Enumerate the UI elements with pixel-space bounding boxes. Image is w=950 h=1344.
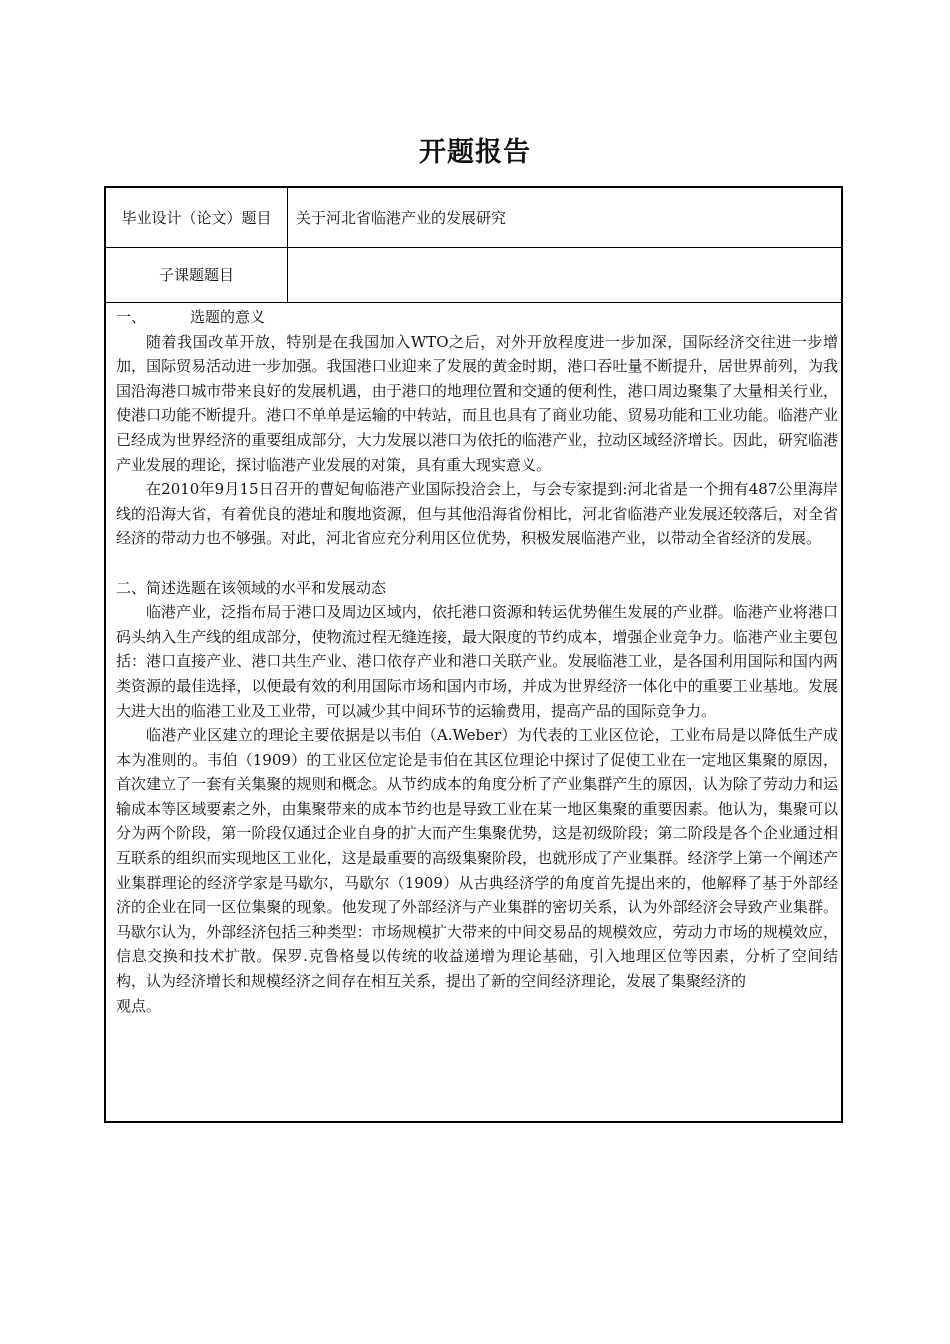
section2-heading: 二、简述选题在该领域的水平和发展动态 — [116, 578, 387, 597]
section2-paragraph: 临港产业区建立的理论主要依据是以韦伯（A.Weber）为代表的工业区位论，工业布局是以降低生产成本为准则的。韦伯（1909）的工业区位定论是韦伯在其区位理论中探讨了促使工业在一定地区集聚的原因，首次建立了一套有关集聚的规则和概念。从节约成本的角度分析了产业集群产生的原因，认为除了劳动力和运输成本等区域要素之外，由集聚带来的成本节约也是导致工业在某一地区集聚的重要因素。他认为，集聚可以分为两个阶段，第一阶段仅通过企业自身的扩大而产生集聚优势，这是初级阶段；第二阶段是各个企业通过相互联系的组织而实现地区工业化，这是最重要的高级集聚阶段，也就形成了产业集群。经济学上第一个阐述产业集群理论的经济学家是马歇尔，马歇尔（1909）从古典经济学的角度首先提出来的，他解释了基于外部经济的企业在同一区位集聚的现象。他发现了外部经济与产业集群的密切关系，认为外部经济会导致产业集群。马歇尔认为，外部经济包括三种类型：市场规模扩大带来的中间交易品的规模效应，劳动力市场的规模效应，信息交换和技术扩散。保罗.克鲁格曼以传统的收益递增为理论基础，引入地理区位等因素，分析了空间结构，认为经济增长和规模经济之间存在相互关系，提出了新的空间经济理论，发展了集聚经济的 — [116, 726, 838, 991]
section1-number: 一、 — [116, 308, 147, 326]
report-table — [104, 186, 843, 1123]
section1-title: 选题的意义 — [190, 308, 266, 326]
thesis-title-value: 关于河北省临港产业的发展研究 — [296, 209, 507, 227]
section1-paragraph: 在2010年9月15日召开的曹妃甸临港产业国际投洽会上，与会专家提到:河北省是一个拥有487公里海岸线的沿海大省，有着优良的港址和腹地资源，但与其他沿海省份相比，河北省临港产业发展还较落后，对全省经济的带动力也不够强。对此，河北省应充分利用区位优势，积极发展临港产业，以带动全省经济的发展。 — [116, 480, 838, 548]
subtopic-value — [288, 247, 841, 302]
thesis-title-row — [106, 188, 841, 248]
page-title: 开题报告 — [419, 137, 531, 168]
section2-last-line: 观点。 — [116, 996, 162, 1015]
section2-paragraph: 临港产业，泛指布局于港口及周边区域内，依托港口资源和转运优势催生发展的产业群。临港产业将港口码头纳入生产线的组成部分，使物流过程无缝连接，最大限度的节约成本，增强企业竞争力。临港产业主要包括：港口直接产业、港口共生产业、港口依存产业和港口关联产业。发展临港工业，是各国利用国际和国内两类资源的最佳选择，以便最有效的利用国际市场和国内市场，并成为世界经济一体化中的重要工业基地。发展大进大出的临港工业及工业带，可以减少其中间环节的运输费用，提高产品的国际竞争力。 — [116, 603, 838, 720]
report-body — [116, 305, 838, 1018]
thesis-title-label: 毕业设计（论文）题目 — [106, 188, 288, 247]
subtopic-label: 子课题题目 — [106, 247, 288, 302]
section1-heading — [116, 305, 838, 330]
subtopic-row — [106, 247, 841, 303]
section1-paragraph: 随着我国改革开放，特别是在我国加入WTO之后，对外开放程度进一步加深，国际经济交往进一步增加，国际贸易活动进一步加强。我国港口业迎来了发展的黄金时期，港口吞吐量不断提升，居世界前列，为我国沿海港口城市带来良好的发展机遇，由于港口的地理位置和交通的便利性，港口周边聚集了大量相关行业，使港口功能不断提升。港口不单单是运输的中转站，而且也具有了商业功能、贸易功能和工业功能。临港产业已经成为世界经济的重要组成部分，大力发展以港口为依托的临港产业，拉动区域经济增长。因此，研究临港产业发展的理论，探讨临港产业发展的对策，具有重大现实意义。 — [116, 332, 838, 474]
